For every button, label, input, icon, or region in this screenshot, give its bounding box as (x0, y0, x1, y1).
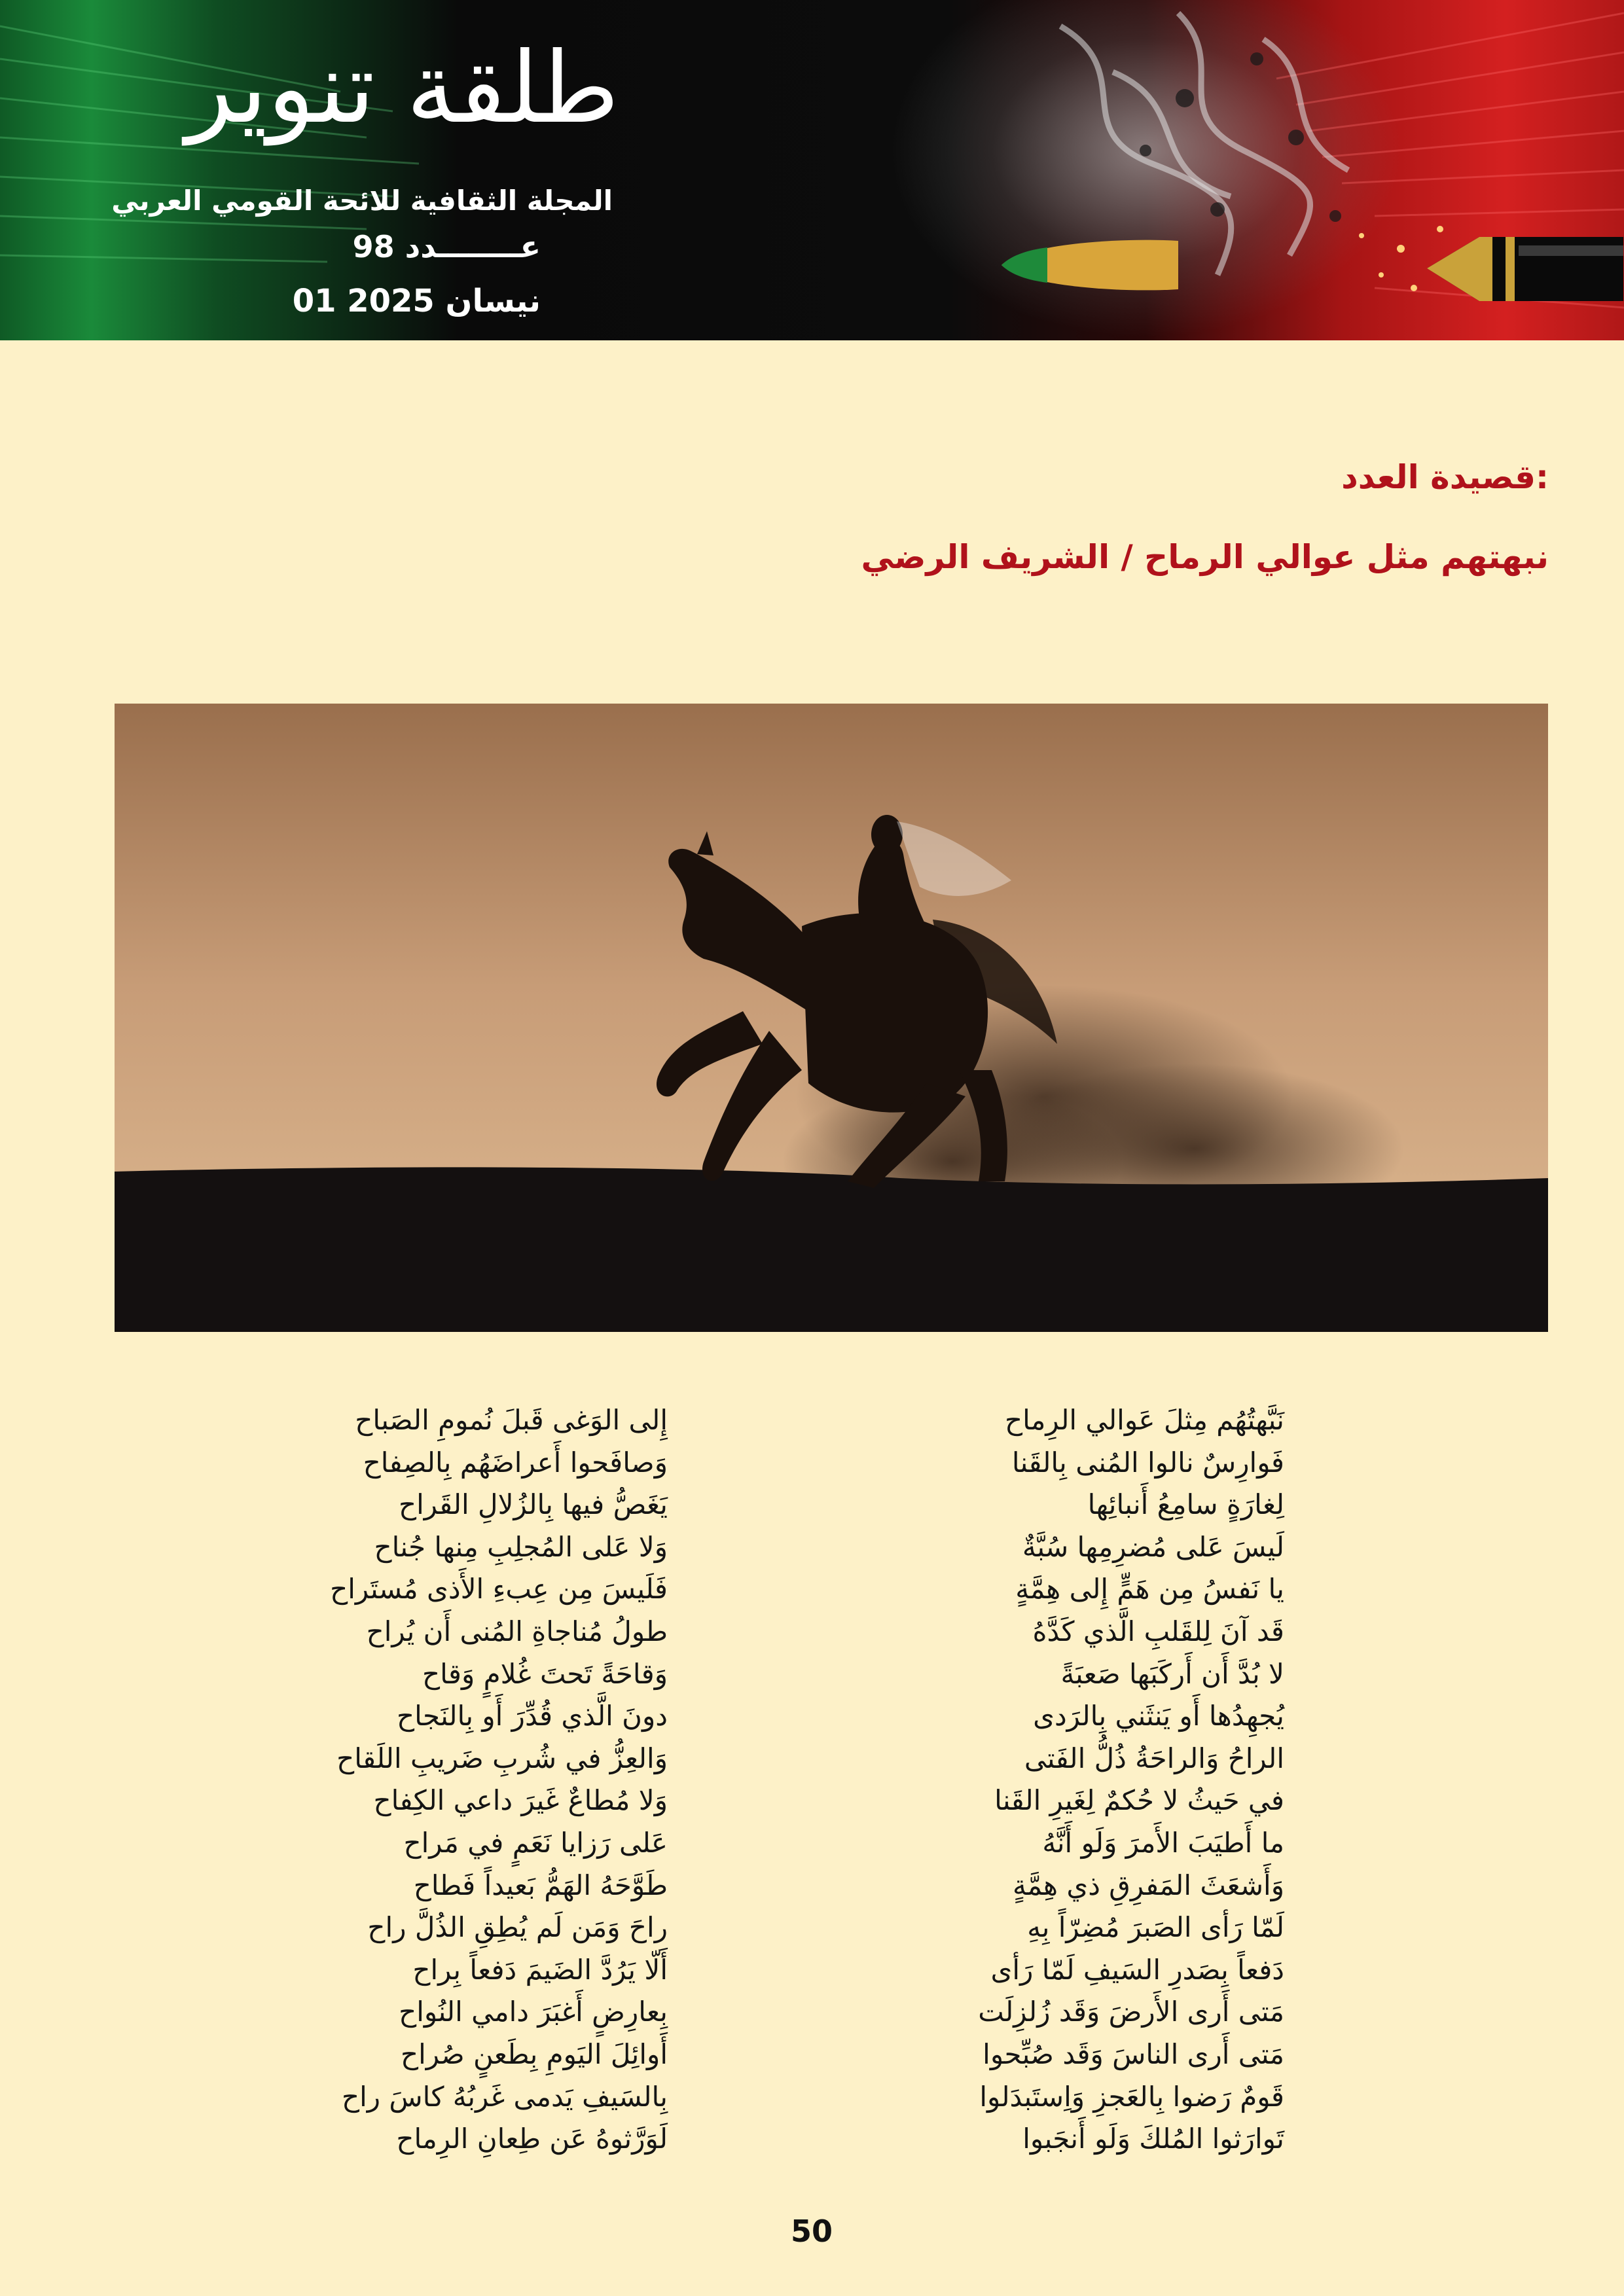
poem-line: لَمّا رَأى الصَبرَ مُضِرّاً بِهِ (1027, 1911, 1284, 1944)
poem-line: الراحُ وَالراحَةُ ذُلُّ الفَتى (1024, 1742, 1284, 1774)
horseman-photo (115, 704, 1548, 1332)
poem-first-hemistichs (903, 1399, 1284, 2161)
poem-line: بِالسَيفِ يَدمى غَربُهُ كاسَ راح (341, 2080, 668, 2113)
poem-line: وَلا مُطاعٌ غَيرَ داعي الكِفاح (373, 1784, 668, 1817)
poem-line: في حَيثُ لا حُكمٌ لِغَيرِ القَنا (994, 1784, 1284, 1817)
poem-line: أَلّا يَرُدَّ الضَيمَ دَفعاً بِراح (412, 1953, 668, 1986)
pen-and-smoke-graphic (982, 0, 1624, 340)
issue-date: 01 نيسان 2025 (292, 283, 541, 319)
poem-line: إِلى الوَغى قَبلَ نُمومِ الصَباح (355, 1404, 668, 1436)
magazine-title: طلقة تنوير (185, 31, 619, 145)
poem-line: قَومٌ رَضوا بِالعَجزِ وَاِستَبدَلوا (979, 2080, 1284, 2113)
poem-line: مَتى أَرى الناسَ وَقَد صُبِّحوا (983, 2037, 1284, 2070)
section-label: قصيدة العدد: (1341, 458, 1549, 496)
poem-line: تَوارَثوا المُلكَ وَلَو أَنجَبوا (1022, 2123, 1284, 2155)
poem-line: طَوَّحَهُ الهَمُّ بَعيداً فَطاح (413, 1869, 668, 1901)
poem-line: لَيسَ عَلى مُضرِمِها سُبَّةٌ (1022, 1530, 1284, 1563)
poem-line: لِغارَةٍ سامِعُ أَنبائِها (1087, 1488, 1284, 1521)
poem-line: وَقاحَةً تَحتَ غُلامٍ وَقاح (422, 1657, 668, 1690)
poem-line: وَلا عَلى المُجلِبِ مِنها جُناح (374, 1530, 668, 1563)
poem-line: دونَ الَّذي قُدِّرَ أَو بِالنَجاح (397, 1700, 668, 1732)
poem-line: فَوارِسٌ نالوا المُنى بِالقَنا (1011, 1446, 1284, 1479)
page-number: 50 (790, 2214, 833, 2249)
poem-line: بِعارِضٍ أَغبَرَ دامي النُواح (399, 1996, 668, 2028)
poem-line: راحَ وَمَن لَم يُطِقِ الذُلَّ راح (367, 1911, 668, 1944)
poem-line: يُجهِدُها أَو يَنثَني بِالرَدى (1033, 1700, 1284, 1732)
magazine-subtitle: المجلة الثقافية للائحة القومي العربي (111, 185, 613, 217)
poem-line: ما أَطيَبَ الأَمرَ وَلَو أَنَّهُ (1042, 1826, 1284, 1859)
poem-line: مَتى أَرى الأَرضَ وَقَد زُلزِلَت (978, 1996, 1284, 2028)
header-banner (0, 0, 1624, 340)
poem-second-hemistichs (275, 1399, 668, 2161)
poem-line: عَلى رَزايا نَعَمٍ في مَراح (403, 1826, 668, 1859)
poem-line: لَوَرَّثوهُ عَن طِعانِ الرِماح (396, 2123, 668, 2155)
issue-number: عــــــــدد 98 (352, 229, 541, 264)
poem-line: نَبَّهتُهُم مِثلَ عَوالي الرِماح (1004, 1404, 1284, 1436)
poem-line: قَد آنَ لِلقَلبِ الَّذي كَدَّهُ (1032, 1615, 1284, 1647)
poem-line: طولُ مُناجاةِ المُنى أَن يُراح (366, 1615, 668, 1647)
poem-line: أَوائِلَ اليَومِ بِطَعنٍ صُراح (400, 2037, 668, 2070)
poem-title: نبهتهم مثل عوالي الرماح / الشريف الرضي (861, 538, 1549, 576)
poem-line: وَالعِزُّ في شُربِ ضَريبِ اللَقاح (336, 1742, 668, 1774)
poem-line: يا نَفسُ مِن هَمٍّ إِلى هِمَّةٍ (1015, 1573, 1284, 1605)
poem-line: لا بُدَّ أَن أَركَبَها صَعبَةً (1060, 1657, 1284, 1690)
horseman-silhouette-illustration (115, 704, 1548, 1332)
poem-line: دَفعاً بِصَدرِ السَيفِ لَمّا رَأى (990, 1953, 1284, 1986)
poem-line: وَصافَحوا أَعراضَهُم بِالصِفاح (363, 1446, 668, 1479)
poem-line: وَأَشعَثَ المَفرِقِ ذي هِمَّةٍ (1013, 1869, 1284, 1901)
poem-line: فَلَيسَ مِن عِبءِ الأَذى مُستَراح (330, 1573, 668, 1605)
poem-line: يَغَصُّ فيها بِالزُلالِ القَراح (399, 1488, 668, 1521)
